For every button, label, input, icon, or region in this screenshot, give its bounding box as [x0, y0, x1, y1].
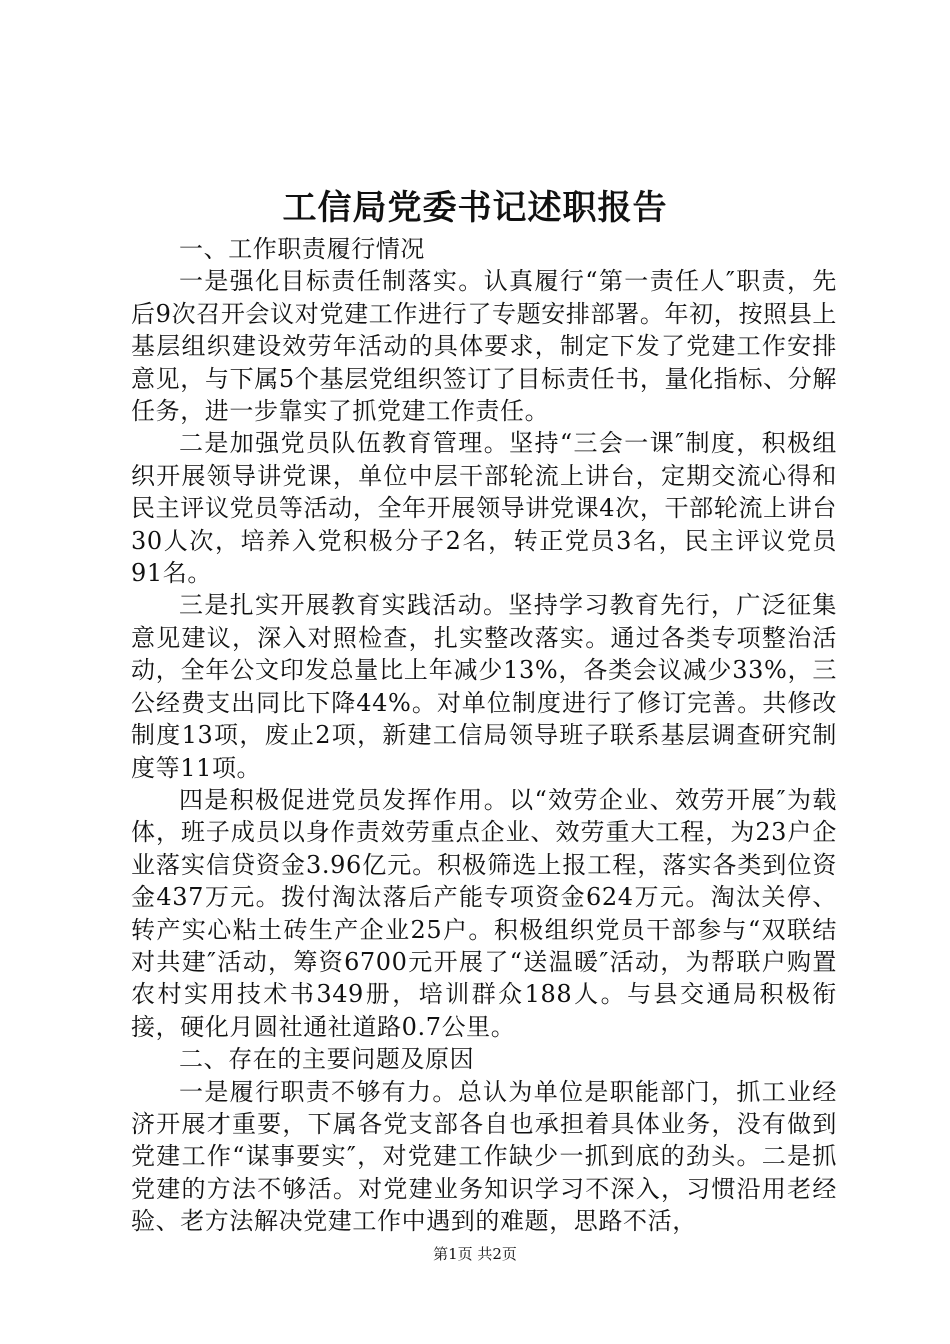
paragraph-3: 三是扎实开展教育实践活动。坚持学习教育先行，广泛征集意见建议，深入对照检查，扎实整改落实。通过各类专项整治活动，全年公文印发总量比上年减少13%，各类会议减少33%，三公经费支出同比下降44%。对单位制度进行了修订完善。共修改制度13项，废止2项，新建工信局领导班子联系基层调查研究制度等11项。	[131, 591, 837, 782]
document-body	[131, 233, 837, 1238]
section-heading-2: 二、存在的主要问题及原因	[179, 1045, 475, 1074]
document-title: 工信局党委书记述职报告	[282, 188, 668, 228]
section-heading-1: 一、工作职责履行情况	[179, 235, 425, 263]
paragraph-5: 一是履行职责不够有力。总认为单位是职能部门，抓工业经济开展才重要，下属各党支部各自也承担着具体业务，没有做到党建工作“谋事要实″，对党建工作缺少一抓到底的劲头。二是抓党建的方法不够活。对党建业务知识学习不深入，习惯沿用老经验、老方法解决党建工作中遇到的难题，思路不活，	[131, 1077, 837, 1236]
paragraph-2: 二是加强党员队伍教育管理。坚持“三会一课″制度，积极组织开展领导讲党课，单位中层干部轮流上讲台，定期交流心得和民主评议党员等活动，全年开展领导讲党课4次，干部轮流上讲台30人次，培养入党积极分子2名，转正党员3名，民主评议党员91名。	[131, 429, 837, 588]
page-footer: 第1页 共2页	[433, 1245, 517, 1263]
paragraph-4: 四是积极促进党员发挥作用。以“效劳企业、效劳开展″为载体，班子成员以身作责效劳重点企业、效劳重大工程，为23户企业落实信贷资金3.96亿元。积极筛选上报工程，落实各类到位资金437万元。拨付淘汰落后产能专项资金624万元。淘汰关停、转产实心粘土砖生产企业25户。积极组织党员干部参与“双联结对共建″活动，筹资6700元开展了“送温暖″活动，为帮联户购置农村实用技术书349册，培训群众188人。与县交通局积极衔接，硬化月圆社通社道路0.7公里。	[131, 785, 837, 1041]
paragraph-1: 一是强化目标责任制落实。认真履行“第一责任人″职责，先后9次召开会议对党建工作进行了专题安排部署。年初，按照县上基层组织建设效劳年活动的具体要求，制定下发了党建工作安排意见，与下属5个基层党组织签订了目标责任书，量化指标、分解任务，进一步靠实了抓党建工作责任。	[131, 267, 837, 426]
